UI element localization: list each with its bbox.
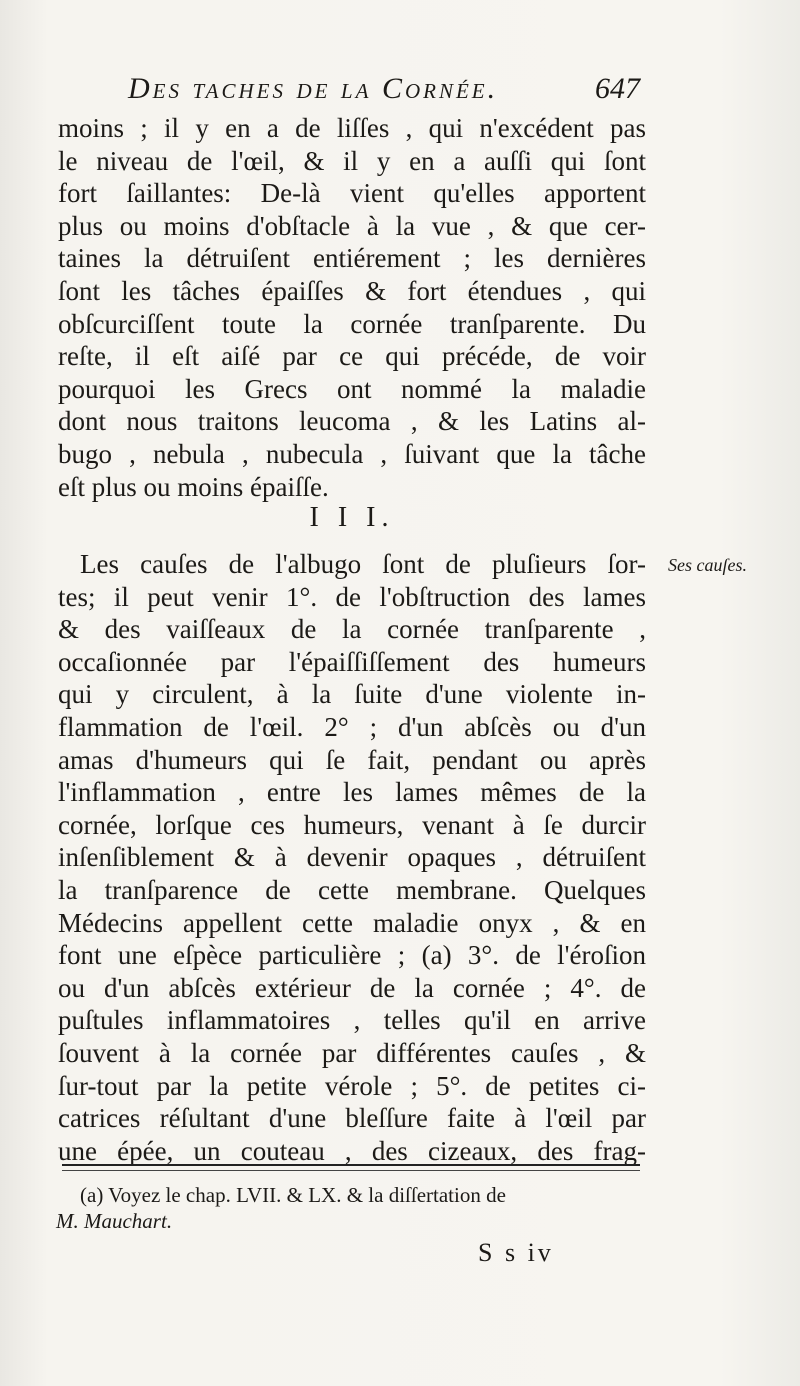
text-line: bugo , nebula , nubecula , ſuivant que la tâche bbox=[58, 438, 646, 469]
text-line: eſt plus ou moins épaiſſe. bbox=[58, 471, 329, 502]
signature-mark: S s iv bbox=[478, 1238, 554, 1267]
text-line: reſte, il eſt aiſé par ce qui précéde, de voir bbox=[58, 341, 646, 372]
text-line: ſont les tâches épaiſſes & fort étendues , qui bbox=[58, 275, 646, 306]
footnote-rule bbox=[62, 1164, 640, 1166]
text-line: fort ſaillantes: De-là vient qu'elles apportent bbox=[58, 178, 646, 209]
text-line: l'inflammation , entre les lames mêmes de la bbox=[58, 777, 646, 808]
text-line: ſur-tout par la petite vérole ; 5°. de petites ci- bbox=[58, 1070, 646, 1101]
footnote-rule-thin bbox=[62, 1170, 640, 1171]
text-line: inſenſiblement & à devenir opaques , détruiſent bbox=[58, 842, 646, 873]
running-title: Des taches de la Cornée. bbox=[128, 72, 499, 105]
text-line: obſcurciſſent toute la cornée tranſparente. Du bbox=[58, 308, 646, 339]
page-header bbox=[128, 72, 640, 112]
text-line: puſtules inflammatoires , telles qu'il en arrive bbox=[58, 1005, 646, 1036]
text-line: taines la détruiſent entiérement ; les dernières bbox=[58, 243, 646, 274]
text-line: ou d'un abſcès extérieur de la cornée ; 4°. de bbox=[58, 972, 646, 1003]
text-line: moins ; il y en a de liſſes , qui n'excédent pas bbox=[58, 113, 646, 143]
text-line: une épée, un couteau , des cizeaux, des frag- bbox=[58, 1135, 646, 1166]
text-line: amas d'humeurs qui ſe fait, pendant ou après bbox=[58, 744, 646, 775]
text-line: occaſionnée par l'épaiſſiſſement des humeurs bbox=[58, 646, 646, 677]
text-line: plus ou moins d'obſtacle à la vue , & que cer- bbox=[58, 210, 646, 241]
text-line: Les cauſes de l'albugo ſont de pluſieurs ſor- bbox=[80, 549, 646, 579]
text-line: dont nous traitons leucoma , & les Latins al- bbox=[58, 406, 646, 437]
text-line: & des vaiſſeaux de la cornée tranſparente , bbox=[58, 614, 646, 645]
text-line: font une eſpèce particulière ; (a) 3°. de l'éroſion bbox=[58, 940, 646, 971]
text-line: le niveau de l'œil, & il y en a auſſi qui ſont bbox=[58, 145, 646, 176]
page-number: 647 bbox=[595, 72, 640, 105]
text-line: catrices réſultant d'une bleſſure faite à l'œil par bbox=[58, 1103, 646, 1134]
section-number: I I I. bbox=[309, 502, 395, 533]
margin-note: Ses cauſes. bbox=[668, 555, 747, 575]
footnote-line: M. Mauchart. bbox=[56, 1209, 173, 1233]
text-line: Médecins appellent cette maladie onyx , & en bbox=[58, 907, 646, 938]
text-line: pourquoi les Grecs ont nommé la maladie bbox=[58, 373, 646, 404]
text-line: qui y circulent, à la ſuite d'une violente in- bbox=[58, 679, 646, 710]
text-line: ſouvent à la cornée par différentes cauſes , & bbox=[58, 1037, 646, 1068]
text-line: la tranſparence de cette membrane. Quelques bbox=[58, 874, 646, 905]
text-line: cornée, lorſque ces humeurs, venant à ſe durcir bbox=[58, 809, 646, 840]
text-line: flammation de l'œil. 2° ; d'un abſcès ou d'un bbox=[58, 711, 646, 742]
text-line: tes; il peut venir 1°. de l'obſtruction des lames bbox=[58, 581, 646, 612]
paragraph-1 bbox=[58, 112, 646, 503]
footnote bbox=[56, 1182, 646, 1234]
footnote-line: (a) Voyez le chap. LVII. & LX. & la diſſertation de bbox=[80, 1183, 506, 1207]
paragraph-2 bbox=[58, 548, 646, 1167]
